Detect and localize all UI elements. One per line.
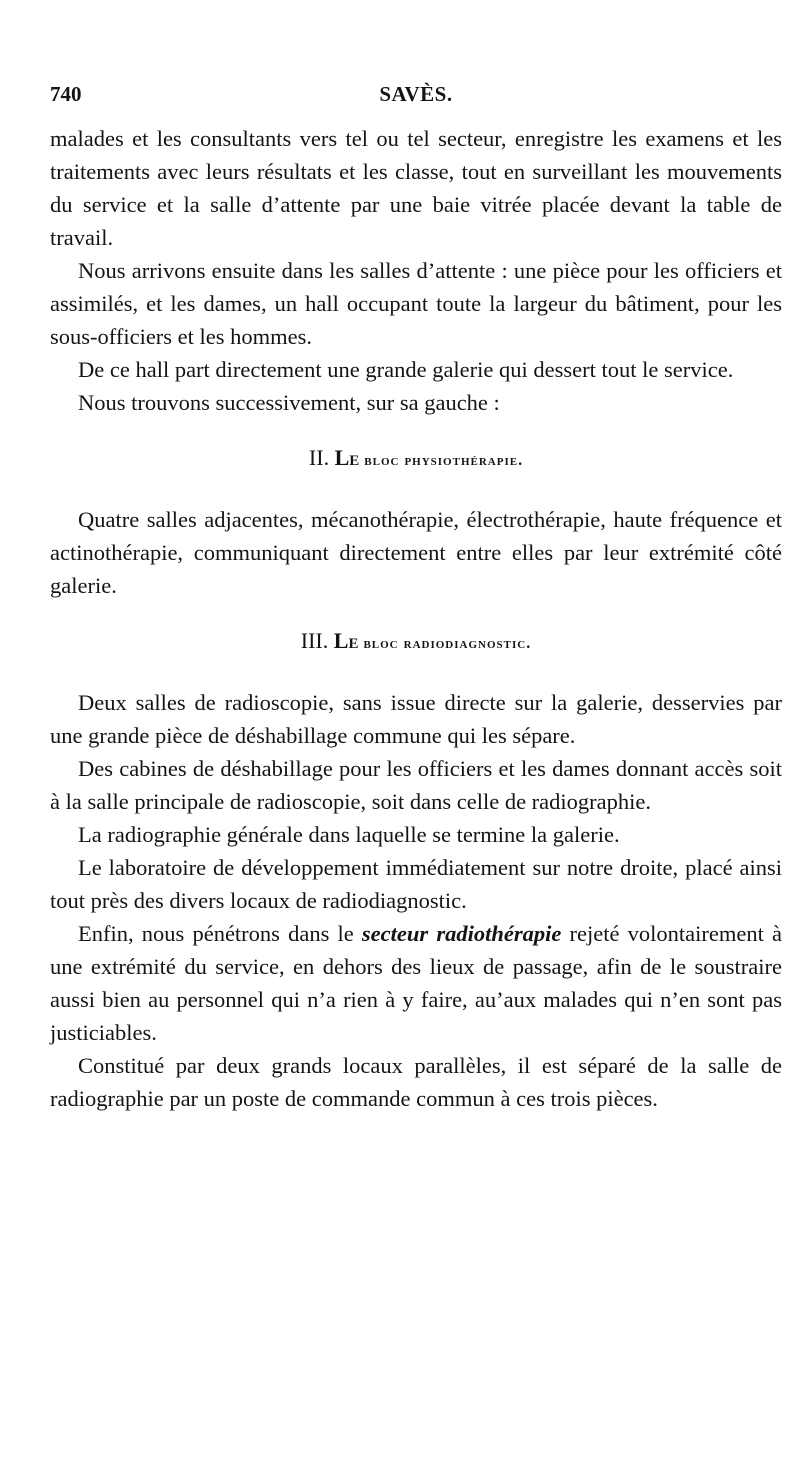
paragraph: Des cabines de déshabillage pour les officiers et les dames donnant accès soit à la salle principale de radioscopie, soit dans celle de radiographie. <box>50 756 782 814</box>
section-title-rest: bloc radiodiagnostic. <box>363 635 532 652</box>
italic-term: secteur radiothérapie <box>361 921 562 946</box>
section-heading-ii <box>50 441 782 477</box>
section-title-rest: bloc physiothérapie. <box>364 452 524 469</box>
section-heading-iii <box>50 624 782 660</box>
running-title: SAVÈS. <box>379 82 453 106</box>
paragraph: De ce hall part directement une grande galerie qui dessert tout le service. <box>78 357 734 382</box>
book-page <box>50 82 782 1115</box>
paragraph: Nous trouvons successivement, sur sa gauche : <box>78 390 500 415</box>
section-title-initial: Le <box>333 628 359 653</box>
section-title-initial: Le <box>334 445 360 470</box>
text-segment: rejeté volontairement à une extrémité du service, en dehors des lieux de passage, afin de le soustraire aussi bien au personnel qui n’a rien à y faire, au’aux malades qui n’en sont pas justiciables. <box>50 921 782 1045</box>
page-number: 740 <box>50 82 82 106</box>
paragraph: Constitué par deux grands locaux parallèles, il est séparé de la salle de radiographie par un poste de commande commun à ces trois pièces. <box>50 1053 782 1111</box>
section-numeral: II. <box>308 445 330 470</box>
body-text <box>50 122 782 1115</box>
section-title <box>334 445 524 470</box>
section-numeral: III. <box>300 628 329 653</box>
paragraph: Nous arrivons ensuite dans les salles d’attente : une pièce pour les officiers et assimilés, et les dames, un hall occupant toute la largeur du bâtiment, pour les sous-officiers et les hommes. <box>50 258 782 349</box>
paragraph: La radiographie générale dans laquelle se termine la galerie. <box>78 822 620 847</box>
text-segment: Enfin, nous pénétrons dans le <box>78 921 362 946</box>
page-header <box>50 82 782 116</box>
paragraph: Le laboratoire de développement immédiatement sur notre droite, placé ainsi tout près des divers locaux de radiodiagnostic. <box>50 855 782 913</box>
paragraph-with-italic <box>50 917 782 1049</box>
paragraph: Quatre salles adjacentes, mécanothérapie, électrothérapie, haute fréquence et actinothérapie, communiquant directement entre elles par leur extrémité côté galerie. <box>50 507 782 598</box>
paragraph-continued: malades et les consultants vers tel ou tel secteur, enregistre les examens et les traitements avec leurs résultats et les classe, tout en surveillant les mouvements du service et la salle d’attente par une baie vitrée placée devant la table de travail. <box>50 126 782 250</box>
paragraph: Deux salles de radioscopie, sans issue directe sur la galerie, desservies par une grande pièce de déshabillage commune qui les sépare. <box>50 690 782 748</box>
section-title <box>333 628 532 653</box>
